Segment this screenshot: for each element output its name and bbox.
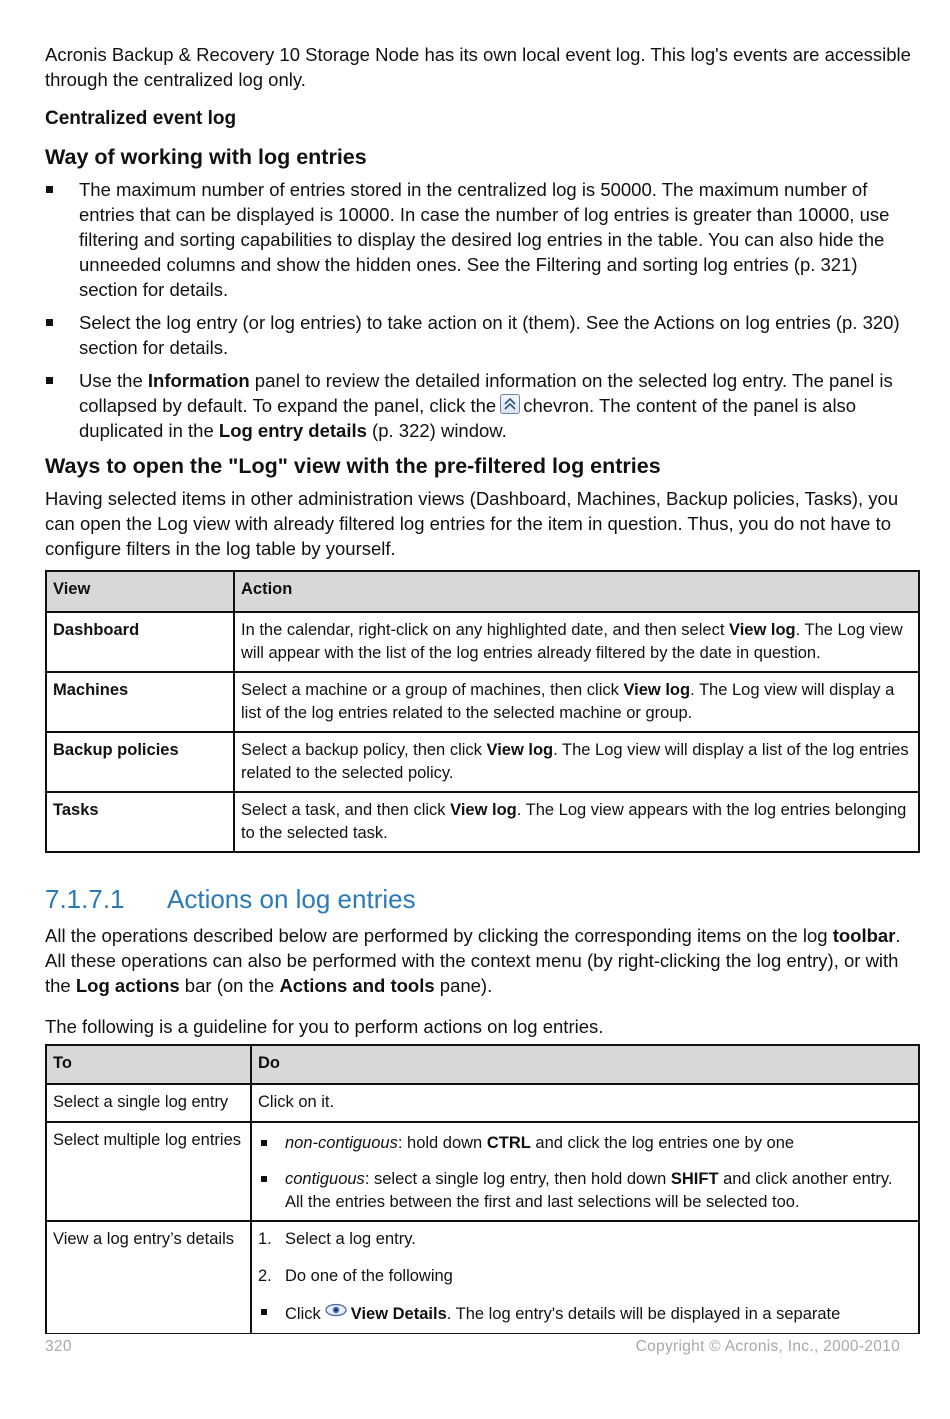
list-item [258, 1132, 912, 1155]
text: Select a machine or a group of machines, then click [241, 681, 624, 699]
header-do: Do [251, 1045, 919, 1084]
bold-view-details: View Details [350, 1305, 447, 1323]
table-header-row [46, 571, 919, 612]
chevron-up-icon [500, 394, 520, 414]
section-title-text: Actions on log entries [167, 884, 416, 914]
text: bar (on the [179, 975, 280, 996]
text: . The Log view will display a list of the log entries related to the selected policy. [241, 741, 909, 782]
selection-list [258, 1132, 912, 1214]
list-item [258, 1168, 912, 1213]
do-cell: Click on it. [251, 1084, 919, 1122]
page-number: 320 [45, 1338, 72, 1355]
action-cell [234, 732, 919, 792]
table-row [46, 612, 919, 672]
section-title [45, 883, 920, 915]
text: and click the log entries one by one [530, 1133, 795, 1152]
italic-contiguous: contiguous [285, 1170, 365, 1188]
do-cell [251, 1221, 919, 1334]
text: Do one of the following [285, 1266, 453, 1285]
text: pane). [434, 975, 493, 996]
bold-view-log: View log [450, 801, 517, 819]
text: . The Log view will display a list of the log entries related to the selected machine or group. [241, 681, 895, 722]
steps-list [258, 1228, 912, 1287]
table-row [46, 1221, 919, 1334]
do-cell [251, 1122, 919, 1222]
text: . All these operations can also be performed with the context menu (by right-clicking the log entry), or with the [45, 925, 901, 996]
text: : hold down [397, 1133, 487, 1152]
eye-icon [325, 1301, 347, 1324]
table-row [46, 732, 919, 792]
bold-view-log: View log [486, 741, 554, 759]
view-cell: Dashboard [46, 612, 234, 672]
to-cell: Select a single log entry [46, 1084, 251, 1122]
copyright: Copyright © Acronis, Inc., 2000-2010 [635, 1338, 900, 1355]
ways-paragraph: Having selected items in other administration views (Dashboard, Machines, Backup policies, Tasks), you can open the Log view with already filtered log entries for the item in question. Thus, you do not have to configure filters in the log table by yourself. [45, 488, 899, 559]
header-action: Action [234, 571, 919, 612]
text: . The log entry's details will be displayed in a separate [446, 1305, 841, 1323]
bold-ctrl: CTRL [486, 1133, 531, 1152]
text: Select a task, and then click [241, 801, 451, 819]
section-number: 7.1.7.1 [45, 884, 125, 914]
bold-view-log: View log [623, 681, 691, 699]
bold-toolbar: toolbar [832, 925, 896, 946]
actions-table [45, 1044, 920, 1334]
table-row [46, 1084, 919, 1122]
text: Use the [79, 370, 148, 391]
header-view: View [46, 571, 234, 612]
bold-log-actions: Log actions [75, 975, 180, 996]
text: panel to review the detailed information on the selected log entry. The panel is collapsed by default. To expand the panel, click the [79, 370, 893, 416]
working-heading: Way of working with log entries [45, 145, 367, 169]
option-list [258, 1301, 912, 1326]
text: Select a log entry. [285, 1230, 416, 1248]
action-cell [234, 792, 919, 852]
bold-information: Information [147, 370, 250, 391]
centralized-heading: Centralized event log [45, 108, 237, 129]
bold-shift: SHIFT [670, 1170, 719, 1188]
text: chevron. The content of the panel is also duplicated in the [79, 395, 857, 441]
list-item [258, 1228, 912, 1251]
text: (p. 322) window. [366, 420, 507, 441]
to-cell: View a log entry’s details [46, 1221, 251, 1334]
text: Click [285, 1305, 321, 1323]
table-row [46, 792, 919, 852]
list-item [258, 1301, 912, 1326]
working-bullet-2: Select the log entry (or log entries) to take action on it (them). See the Actions on log entries (p. 320) section for details. [45, 310, 920, 360]
table-row [46, 672, 919, 732]
bold-log-entry-details: Log entry details [218, 420, 367, 441]
page-footer [45, 1338, 900, 1360]
text: In the calendar, right-click on any highlighted date, and then select [241, 621, 729, 639]
text: : select a single log entry, then hold down [364, 1170, 671, 1188]
text: . The Log view appears with the log entries belonging to the selected task. [241, 801, 907, 842]
view-cell: Machines [46, 672, 234, 732]
working-list [45, 177, 920, 443]
bold-view-log: View log [728, 621, 796, 639]
intro-paragraph: Acronis Backup & Recovery 10 Storage Node has its own local event log. This log's events are accessible through the centralized log only. [45, 44, 911, 90]
guideline-paragraph: The following is a guideline for you to perform actions on log entries. [45, 1016, 604, 1037]
text: All the operations described below are performed by clicking the corresponding items on the log [45, 925, 833, 946]
table-row [46, 1122, 919, 1222]
italic-non-contiguous: non-contiguous [285, 1133, 398, 1152]
text: . The Log view will appear with the list of the log entries already filtered by the date in question. [241, 621, 903, 662]
table-header-row [46, 1045, 919, 1084]
step-number: 2. [258, 1266, 272, 1285]
action-cell [234, 612, 919, 672]
view-cell: Backup policies [46, 732, 234, 792]
working-bullet-1: The maximum number of entries stored in the centralized log is 50000. The maximum number of entries that can be displayed is 10000. In case the number of log entries is greater than 10000, use filtering and sorting capabilities to display the desired log entries in the table. You can also hide the unneeded columns and show the hidden ones. See the Filtering and sorting log entries (p. 321) section for details. [45, 177, 920, 302]
header-to: To [46, 1045, 251, 1084]
step-number: 1. [258, 1230, 272, 1248]
action-cell [234, 672, 919, 732]
operations-paragraph [45, 923, 920, 998]
text: Select a backup policy, then click [241, 741, 487, 759]
list-item [258, 1265, 912, 1288]
to-cell: Select multiple log entries [46, 1122, 251, 1222]
view-cell: Tasks [46, 792, 234, 852]
bold-actions-and-tools: Actions and tools [279, 975, 435, 996]
working-bullet-3 [45, 368, 920, 443]
views-table [45, 570, 920, 853]
ways-heading: Ways to open the "Log" view with the pre-filtered log entries [45, 454, 661, 478]
text: and click another entry. All the entries between the first and last selections will be selected too. [285, 1170, 893, 1211]
document-page [45, 42, 920, 1334]
